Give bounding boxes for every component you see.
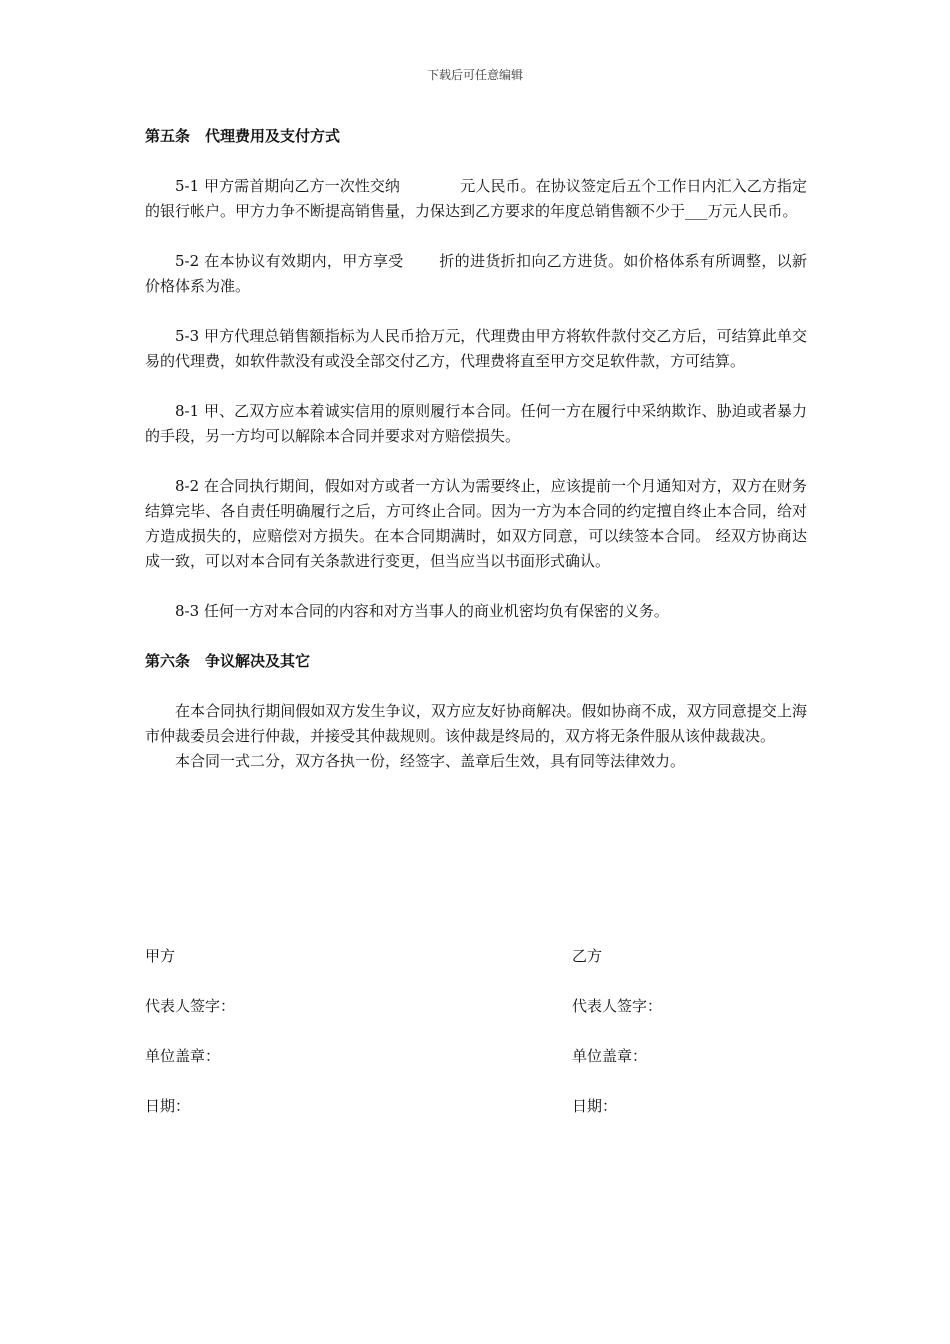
header-note: 下载后可任意编辑 [426, 68, 523, 82]
party-a-label: 甲方 [145, 947, 176, 965]
clause-5-2: 5-2 在本协议有效期内，甲方享受 折的进货折扣向乙方进货。如价格体系有所调整，以新价格体系为准。 [145, 252, 807, 295]
party-b-label: 乙方 [572, 947, 603, 965]
clause-5-3: 5-3 甲方代理总销售额指标为人民币拾万元，代理费由甲方将软件款付交乙方后，可结算此单交易的代理费，如软件款没有或没全部交付乙方，代理费将直至甲方交足软件款，方可结算。 [145, 327, 807, 370]
party-b-seal-label: 单位盖章： [572, 1047, 648, 1065]
party-a-seal-label: 单位盖章： [145, 1047, 221, 1065]
party-b-rep-label: 代表人签字： [572, 997, 663, 1015]
date-row [145, 1095, 807, 1120]
copies-paragraph: 本合同一式二分，双方各执一份，经签字、盖章后生效，具有同等法律效力。 [175, 752, 686, 770]
section6-heading: 第六条 争议解决及其它 [145, 652, 311, 670]
section5-heading: 第五条 代理费用及支付方式 [145, 127, 341, 145]
party-a-rep-label: 代表人签字： [145, 997, 236, 1015]
seal-row [145, 1045, 807, 1070]
representative-row [145, 995, 807, 1020]
clause-8-1: 8-1 甲、乙双方应本着诚实信用的原则履行本合同。任何一方在履行中采纳欺诈、胁迫或者暴力的手段，另一方均可以解除本合同并要求对方赔偿损失。 [145, 402, 807, 445]
contract-body [145, 124, 807, 774]
party-a-date-label: 日期： [145, 1097, 191, 1115]
dispute-paragraph: 在本合同执行期间假如双方发生争议，双方应友好协商解决。假如协商不成，双方同意提交上海市仲裁委员会进行仲裁，并接受其仲裁规则。该仲裁是终局的，双方将无条件服从该仲裁裁决。 [145, 702, 807, 745]
party-row [145, 945, 807, 970]
party-b-date-label: 日期： [572, 1097, 618, 1115]
clause-8-3: 8-3 任何一方对本合同的内容和对方当事人的商业机密均负有保密的义务。 [175, 602, 669, 620]
clause-5-1: 5-1 甲方需首期向乙方一次性交纳 元人民币。在协议签定后五个工作日内汇入乙方指定的银行帐户。甲方力争不断提高销售量，力保达到乙方要求的年度总销售额不少于___万元人民币。 [145, 177, 807, 220]
clause-8-2: 8-2 在合同执行期间，假如对方或者一方认为需要终止，应该提前一个月通知对方，双方在财务结算完毕、各自责任明确履行之后，方可终止合同。因为一方为本合同的约定擅自终止本合同，给对方造成损失的，应赔偿对方损失。在本合同期满时，如双方同意，可以续签本合同。 经双方协商达成一致，可以对本合同有关条款进行变更，但当应当以书面形式确认。 [145, 477, 807, 570]
